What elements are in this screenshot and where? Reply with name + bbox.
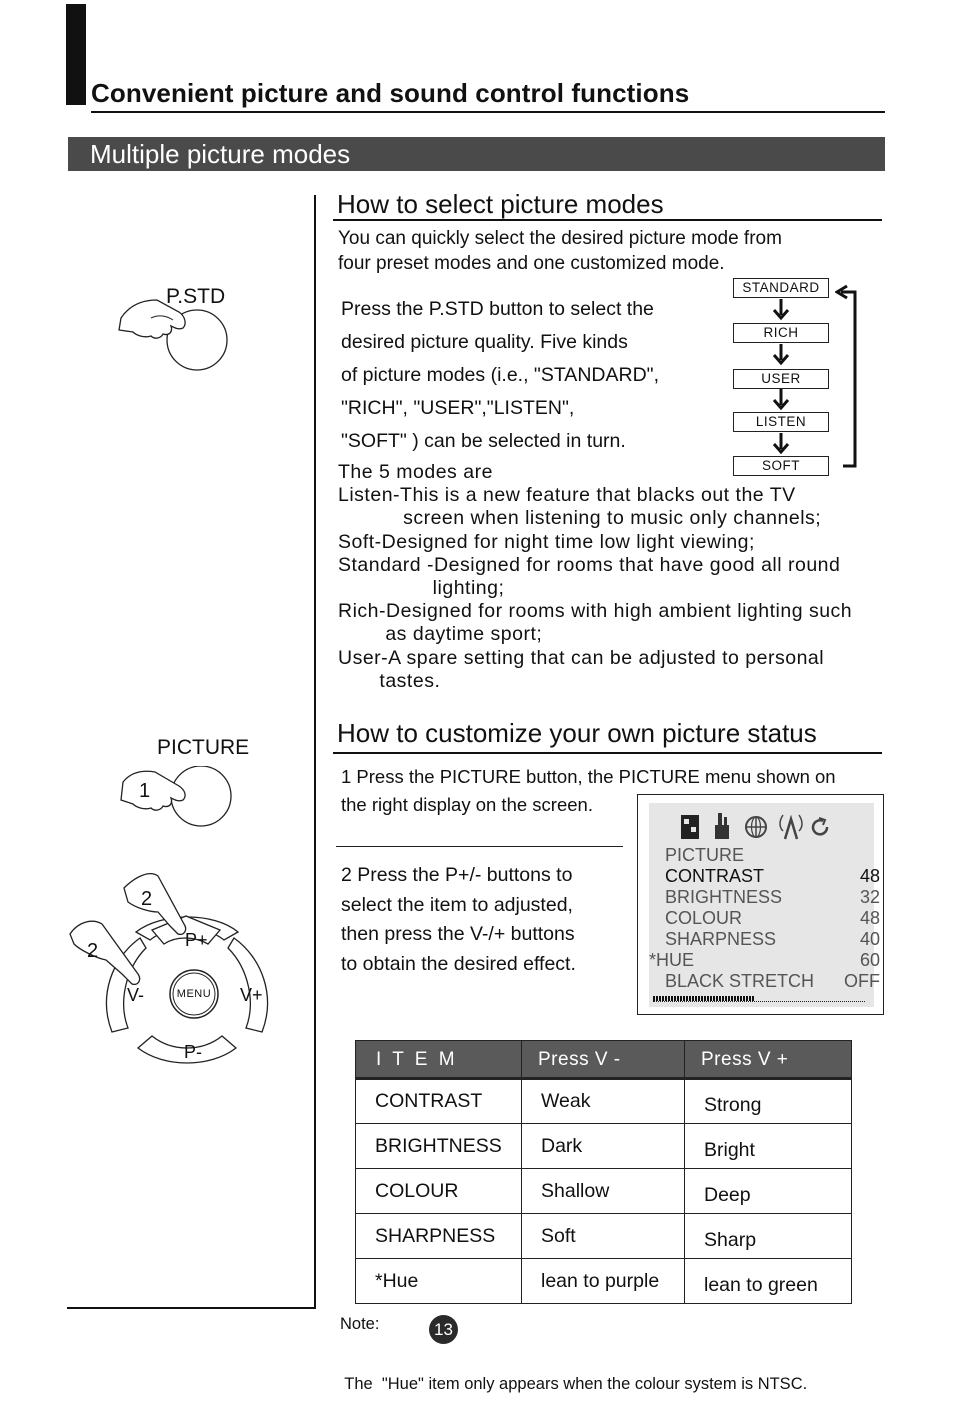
select-heading-rule	[333, 219, 882, 221]
menu-button-label: MENU	[176, 988, 212, 1000]
arrow-down-icon	[772, 433, 790, 455]
table-cell: Bright	[685, 1124, 852, 1169]
menu-title: PICTURE	[665, 845, 745, 865]
step-2-badge-left: 2	[87, 940, 99, 962]
menu-row-colour[interactable]: COLOUR 48	[665, 908, 880, 928]
table-header-v-plus: Press V +	[685, 1041, 852, 1079]
cycle-return-arrow-icon	[835, 284, 861, 470]
select-intro: You can quickly select the desired picture mode from four preset modes and one customized mode.	[338, 228, 782, 274]
menu-level-bar-fill	[653, 996, 755, 1001]
table-cell: Weak	[522, 1079, 685, 1124]
arrow-down-icon	[772, 299, 790, 321]
p-minus-label: P-	[184, 1042, 202, 1062]
bottom-rule	[67, 1307, 316, 1309]
step-divider	[336, 846, 623, 847]
modes-description: The 5 modes are Listen-This is a new feature that blacks out the TV screen when listening to music only channels; Soft-Designed for night time low light viewing; Standard -Designed for rooms that have good all round lighting; Rich-Designed for rooms with high ambient lighting such as daytime sport; User-A spare setting that can be adjusted to personal tastes.	[338, 461, 853, 692]
header-accent-bar	[66, 4, 86, 105]
table-row	[356, 1214, 852, 1259]
picture-button-press-icon	[119, 766, 239, 828]
header-rule	[91, 111, 885, 113]
table-cell: CONTRAST	[356, 1079, 522, 1124]
select-instructions: Press the P.STD button to select the desired picture quality. Five kinds of picture modes (i.e., "STANDARD", "RICH", "USER","LISTEN", "SOFT" ) can be selected in turn.	[341, 298, 659, 452]
menu-row-hue[interactable]: *HUE 60	[649, 950, 880, 970]
table-row	[356, 1079, 852, 1124]
globe-tab-icon	[746, 817, 766, 837]
customize-step-1: 1 Press the PICTURE button, the PICTURE menu shown on the right display on the screen.	[341, 766, 836, 815]
sound-tab-icon	[715, 813, 729, 839]
customize-heading: How to customize your own picture status	[337, 718, 817, 748]
arrow-down-icon	[772, 389, 790, 411]
table-cell: Dark	[522, 1124, 685, 1169]
menu-level-bar-track	[653, 996, 865, 1002]
table-cell: Shallow	[522, 1169, 685, 1214]
antenna-tab-icon	[780, 815, 802, 839]
arrow-down-icon	[772, 344, 790, 366]
mode-user: USER	[733, 369, 829, 389]
menu-row-sharpness[interactable]: SHARPNESS 40	[665, 929, 880, 949]
menu-tab-icons	[679, 809, 844, 843]
picture-menu-panel	[649, 803, 880, 1007]
v-plus-label: V+	[240, 985, 263, 1005]
column-divider	[314, 195, 316, 1309]
menu-row-black-stretch[interactable]: BLACK STRETCH OFF	[665, 971, 880, 991]
pstd-button-press-icon	[115, 292, 235, 374]
mode-soft: SOFT	[733, 456, 829, 476]
table-cell: COLOUR	[356, 1169, 522, 1214]
table-row	[356, 1169, 852, 1214]
step-1-badge: 1	[139, 780, 151, 802]
v-minus-label: V-	[127, 985, 145, 1005]
table-row	[356, 1124, 852, 1169]
page-number: 13	[429, 1315, 458, 1344]
table-header-item: I T E M	[356, 1041, 522, 1079]
mode-listen: LISTEN	[733, 412, 829, 432]
mode-standard: STANDARD	[733, 278, 829, 298]
table-cell: lean to green	[685, 1259, 852, 1304]
p-plus-label: P+	[185, 930, 208, 950]
customize-heading-rule	[333, 752, 882, 754]
refresh-tab-icon	[813, 818, 827, 834]
pstd-label: P.STD	[166, 285, 226, 308]
section-title: Multiple picture modes	[68, 137, 885, 171]
table-cell: Strong	[685, 1079, 852, 1124]
table-header-v-minus: Press V -	[522, 1041, 685, 1079]
picture-tab-icon	[681, 815, 699, 839]
table-cell: *Hue	[356, 1259, 522, 1304]
picture-menu-screen	[637, 794, 884, 1015]
table-header-rule	[355, 1077, 852, 1080]
table-cell: lean to purple	[522, 1259, 685, 1304]
remote-dpad-illustration	[66, 868, 276, 1068]
select-heading: How to select picture modes	[337, 189, 664, 219]
step-2-badge-top: 2	[141, 888, 153, 910]
customize-step-2: 2 Press the P+/- buttons to select the item to adjusted, then press the V-/+ buttons to obtain the desired effect.	[341, 864, 576, 975]
picture-label: PICTURE	[157, 736, 250, 759]
table-cell: Sharp	[685, 1214, 852, 1259]
menu-row-brightness[interactable]: BRIGHTNESS 32	[665, 887, 880, 907]
mode-rich: RICH	[733, 323, 829, 343]
table-cell: BRIGHTNESS	[356, 1124, 522, 1169]
table-cell: Soft	[522, 1214, 685, 1259]
page-title: Convenient picture and sound control functions	[91, 78, 690, 108]
menu-row-contrast[interactable]: CONTRAST 48	[665, 866, 880, 886]
table-cell: Deep	[685, 1169, 852, 1214]
note: Note: The "Hue" item only appears when the colour system is NTSC.	[340, 1315, 808, 1393]
table-cell: SHARPNESS	[356, 1214, 522, 1259]
